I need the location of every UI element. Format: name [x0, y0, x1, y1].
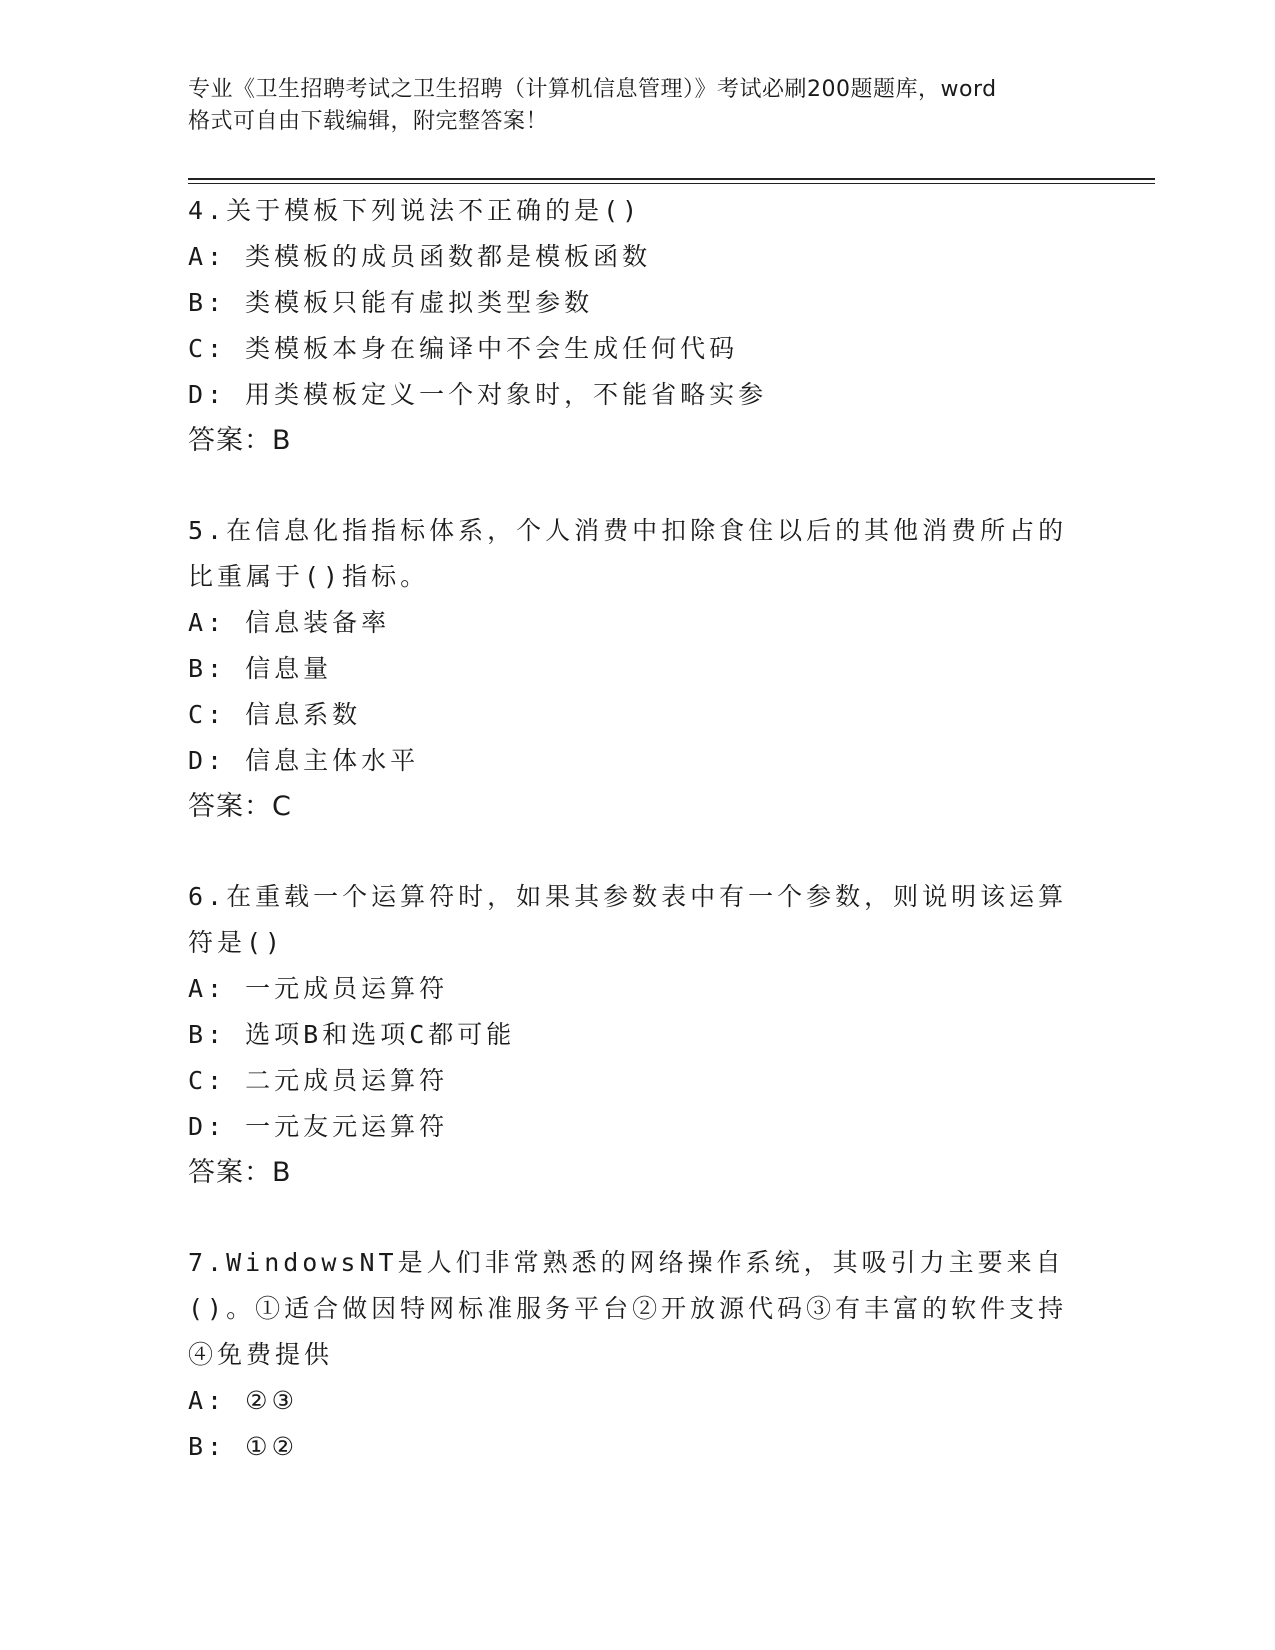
- document-header: [188, 74, 1088, 138]
- option-b: B: ①②: [188, 1432, 298, 1461]
- question-6: [188, 874, 1068, 1196]
- answer-label: 答案：B: [188, 425, 292, 456]
- question-stem: 4.关于模板下列说法不正确的是(): [188, 196, 642, 225]
- option-a: A: 信息装备率: [188, 608, 391, 637]
- option-b: B: 类模板只能有虚拟类型参数: [188, 288, 594, 317]
- question-5: [188, 508, 1068, 830]
- question-stem: 7.WindowsNT是人们非常熟悉的网络操作系统，其吸引力主要来自()。①适合做因特网标准服务平台②开放源代码③有丰富的软件支持④免费提供: [188, 1248, 1068, 1369]
- option-d: D: 用类模板定义一个对象时，不能省略实参: [188, 380, 768, 409]
- answer-label: 答案：C: [188, 791, 292, 822]
- option-a: A: 一元成员运算符: [188, 974, 449, 1003]
- option-a: A: 类模板的成员函数都是模板函数: [188, 242, 652, 271]
- question-stem: 5.在信息化指指标体系，个人消费中扣除食住以后的其他消费所占的比重属于()指标。: [188, 516, 1068, 591]
- answer-label: 答案：B: [188, 1157, 292, 1188]
- header-divider-thick: [188, 178, 1155, 180]
- option-c: C: 信息系数: [188, 700, 362, 729]
- question-list: [188, 188, 1068, 1514]
- option-d: D: 一元友元运算符: [188, 1112, 449, 1141]
- header-line-1: 专业《卫生招聘考试之卫生招聘（计算机信息管理）》考试必刷200题题库，word: [188, 77, 997, 102]
- option-d: D: 信息主体水平: [188, 746, 420, 775]
- header-line-2: 格式可自由下载编辑，附完整答案！: [188, 109, 549, 134]
- option-b: B: 选项B和选项C都可能: [188, 1020, 516, 1049]
- option-c: C: 二元成员运算符: [188, 1066, 449, 1095]
- question-4: [188, 188, 1068, 464]
- option-a: A: ②③: [188, 1386, 298, 1415]
- header-divider-thin: [188, 183, 1155, 184]
- question-7: [188, 1240, 1068, 1470]
- option-b: B: 信息量: [188, 654, 333, 683]
- option-c: C: 类模板本身在编译中不会生成任何代码: [188, 334, 739, 363]
- question-stem: 6.在重载一个运算符时，如果其参数表中有一个参数，则说明该运算符是(): [188, 882, 1068, 957]
